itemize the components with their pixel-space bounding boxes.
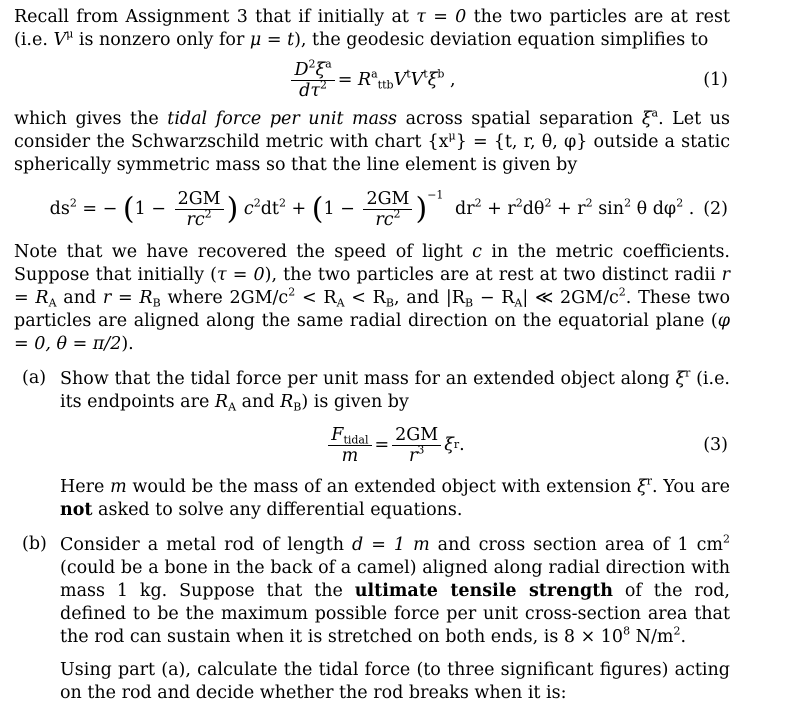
intro-text: the two particles are at rest (i.e.: [14, 7, 730, 50]
part-a-note-text: asked to solve any differential equations.: [92, 500, 463, 520]
equation-number-2: (2): [703, 199, 728, 219]
r-equals-rb: r = R: [102, 288, 153, 308]
para3-text: where 2GM/c: [160, 288, 289, 308]
eq2-right-paren-2: ): [415, 191, 428, 226]
para3-text: , and |R: [393, 288, 465, 308]
c2-sup: 2: [288, 285, 296, 299]
eq1-riemann-sup: a: [371, 67, 378, 81]
eq2-eq-minus: = −: [76, 198, 118, 219]
rb-sub-3: B: [464, 296, 474, 310]
eq1-v1: V: [393, 70, 407, 90]
part-b-text: of the rod, defined to be the maximum possible force per unit cross-section area that the rod can sustain when it is stretched on both ends, is 8 × 10: [60, 581, 730, 647]
part-a-note-m: m: [110, 477, 127, 497]
eq2-rc-2: rc: [375, 209, 394, 230]
eq1-lhs-fraction: [291, 56, 334, 101]
eq3-tidal-sub: tidal: [343, 432, 369, 446]
ra-sub-3: A: [514, 296, 523, 310]
part-a-label: (a): [22, 368, 47, 388]
part-a-ra-sub: A: [228, 400, 237, 414]
eq3-rhs-fraction: [392, 425, 441, 466]
eq2-sin-sup: 2: [624, 195, 632, 209]
r-equals-ra: r = R: [14, 265, 730, 308]
eq3-r: r: [409, 445, 418, 466]
eq3-rhs-den: [406, 442, 427, 466]
eq2-dr: dr: [455, 198, 475, 219]
para3-text: < R: [295, 288, 337, 308]
para3-text: − R: [473, 288, 515, 308]
part-b-text: and cross section area of 1 cm: [429, 535, 723, 555]
eq1-rhs: [337, 67, 456, 92]
part-a-text: Show that the tidal force per unit mass for an extended object along: [60, 369, 676, 389]
eq2-c-sup: 2: [253, 195, 261, 209]
equation-2: [14, 177, 730, 241]
eq2-fraction-2: [363, 189, 412, 230]
power-of-ten: 8: [623, 624, 631, 638]
eq1-v1-sup: t: [406, 67, 411, 81]
rb-sub-2: B: [385, 296, 394, 310]
eq3-2gm: 2GM: [392, 425, 441, 446]
intro-paragraph: [14, 6, 730, 52]
equation-number-1: (1): [703, 70, 728, 90]
part-a-note-text: Here: [60, 477, 111, 497]
eq1-den-exp: 2: [320, 77, 328, 91]
part-b-text: .: [680, 627, 687, 647]
eq2-dr-sup: 2: [474, 195, 482, 209]
eq2-frac2-num: 2GM: [363, 189, 412, 210]
eq2-inverse-exp: −1: [427, 188, 444, 202]
eq2-dtheta: dθ: [522, 198, 545, 219]
mu-superscript: μ: [66, 27, 74, 41]
eq2-ds-sup: 2: [69, 195, 77, 209]
part-a-text: (i.e. its endpoints are: [60, 369, 730, 412]
setup-paragraph: [14, 241, 730, 356]
eq2-rc: rc: [186, 209, 205, 230]
eq2-left-paren: (: [122, 191, 135, 226]
eq1-comma: ,: [444, 70, 456, 90]
part-a-note: [60, 476, 730, 522]
eq3-lhs-den: [339, 446, 362, 466]
part-b: [14, 534, 730, 705]
ra-sub: A: [48, 296, 57, 310]
eq3-lhs-num: [328, 425, 371, 446]
part-b-text: Consider a metal rod of length: [60, 535, 353, 555]
equation-1: [14, 52, 730, 108]
eq1-dtau: dτ: [299, 80, 321, 101]
eq2-period: .: [683, 198, 695, 219]
v-symbol: V: [53, 30, 67, 50]
mu-condition: μ = t: [249, 30, 295, 50]
eq3-period: .: [459, 435, 465, 455]
part-b-label: (b): [22, 534, 47, 554]
para3-and: and: [56, 288, 103, 308]
eq3-xi: ξ: [444, 435, 454, 455]
part-a-note-not: not: [60, 500, 93, 520]
para2-text: . Let us consider the Schwarzschild metric with chart {x: [14, 109, 731, 152]
tau-zero: τ = 0: [217, 265, 265, 285]
xi-superscript: a: [651, 106, 659, 120]
eq1-riemann-sub: ttb: [377, 78, 394, 92]
tau-condition: τ = 0: [416, 7, 467, 27]
eq3-r-cubed: 3: [417, 442, 425, 456]
para3-text: . These two particles are aligned along the same radial direction on the equatorial plane (: [14, 288, 731, 331]
eq2-dt-sup: 2: [278, 195, 286, 209]
eq2-frac-den: [184, 206, 215, 230]
part-a-text: ) is given by: [301, 392, 409, 412]
eq1-riemann: = R: [337, 70, 372, 90]
eq3-f: F: [331, 424, 344, 445]
part-a-xi: ξ: [675, 369, 686, 389]
para3-text: | ≪ 2GM/c: [522, 288, 619, 308]
eq1-exp: 2: [308, 56, 316, 70]
eq2-one-minus-2: 1 −: [323, 198, 355, 219]
eq2-r-sup: 2: [515, 195, 523, 209]
eq2-dphi-sup: 2: [676, 195, 684, 209]
eq2-body: [50, 189, 695, 230]
eq3-lhs-fraction: [328, 425, 371, 466]
xi-symbol: ξ: [641, 109, 652, 129]
eq2-frac2-den: [372, 206, 403, 230]
eq2-plus: +: [285, 198, 312, 219]
eq1-a: a: [325, 56, 332, 70]
part-b-text: (could be a bone in the back of a camel) aligned along radial direction with mass 1 kg. Suppose that the: [60, 558, 730, 601]
eq2-frac-num: 2GM: [175, 189, 224, 210]
para3-text: < R: [344, 288, 386, 308]
eq2-c: c: [243, 198, 254, 219]
eq2-sin: sin: [592, 198, 625, 219]
intro-text: ), the geodesic deviation equation simplifies to: [294, 30, 709, 50]
eq2-plus-r: + r: [551, 198, 586, 219]
para3-text: ).: [121, 334, 134, 354]
eq1-numerator: [291, 56, 334, 81]
eq3-equals: =: [374, 435, 390, 455]
ultimate-tensile-strength: ultimate tensile strength: [354, 581, 614, 601]
schwarzschild-paragraph: [14, 108, 730, 177]
para2-text: across spatial separation: [397, 109, 642, 129]
c2-sup-2: 2: [618, 285, 626, 299]
part-a-question: [60, 368, 730, 414]
part-a: [14, 368, 730, 522]
para3-text: Note that we have recovered the speed of light: [14, 242, 473, 262]
eq1-d: D: [294, 59, 309, 80]
eq1-xi-b-sup: b: [437, 67, 445, 81]
m2-sup: 2: [673, 624, 681, 638]
eq2-rc-sup-2: 2: [393, 206, 401, 220]
rb-sub: B: [152, 296, 161, 310]
part-a-xi-sup: r: [685, 366, 691, 380]
eq1-xi: ξ: [315, 59, 326, 80]
eq2-left-paren-2: (: [311, 191, 324, 226]
eq1-v2-sup: t: [423, 67, 428, 81]
eq1-v2: V: [410, 70, 424, 90]
eq2-one-minus: 1 −: [134, 198, 166, 219]
eq2-dt: dt: [260, 198, 279, 219]
part-b-text: N/m: [630, 627, 674, 647]
part-a-note-xi-sup: r: [646, 474, 653, 488]
para2-text: } = {t, r, θ, φ} outside a static spherically symmetric mass so that the line element is given by: [14, 132, 730, 175]
eq1-xi-b: ξ: [427, 70, 438, 90]
eq1-denominator: [296, 77, 330, 101]
part-a-note-xi: ξ: [637, 477, 647, 497]
eq2-rc-sup: 2: [204, 206, 212, 220]
part-b-instruction: Using part (a), calculate the tidal force (to three significant figures) acting on the rod and decide whether the rod breaks when it is:: [60, 660, 730, 703]
part-a-rb: R: [280, 392, 294, 412]
eq2-fraction-1: [175, 189, 224, 230]
equation-3: $\frac{F_{tidal}}{m}$ = $\frac{2GM}{r^3}$ ξ r . (3): [60, 414, 730, 476]
para3-text: ), the two particles are at rest at two distinct radii: [264, 265, 722, 285]
part-a-and: and: [236, 392, 281, 412]
document-page: [14, 6, 730, 705]
equation-number-3: (3): [703, 435, 728, 455]
para2-text: which gives the: [14, 109, 168, 129]
eq2-r-sup-2: 2: [585, 195, 593, 209]
eq3-m: m: [341, 445, 359, 466]
eq2-theta-dphi: θ dφ: [631, 198, 677, 219]
part-b-question: [60, 534, 730, 649]
part-a-ra: R: [214, 392, 229, 412]
cm-sup: 2: [723, 532, 730, 546]
eq2-ds: ds: [49, 198, 70, 219]
rod-length: d = 1 m: [352, 535, 430, 555]
part-a-rb-sub: B: [293, 400, 302, 414]
para3-text: in the metric coefficients. Suppose that initially (: [14, 242, 730, 285]
part-a-note-text: would be the mass of an extended object with extension: [126, 477, 638, 497]
x-superscript: μ: [448, 129, 456, 143]
eq2-r: + r: [481, 198, 516, 219]
part-a-note-text: . You are: [652, 477, 731, 497]
intro-text: Recall from Assignment 3 that if initially at: [14, 7, 417, 27]
equatorial-plane: φ = 0, θ = π/2: [14, 311, 730, 354]
c-symbol: c: [472, 242, 482, 262]
intro-text: is nonzero only for: [73, 30, 250, 50]
eq2-right-paren: ): [226, 191, 239, 226]
eq2-dtheta-sup: 2: [544, 195, 552, 209]
ra-sub-2: A: [336, 296, 345, 310]
tidal-force-emphasis: tidal force per unit mass: [167, 109, 398, 129]
